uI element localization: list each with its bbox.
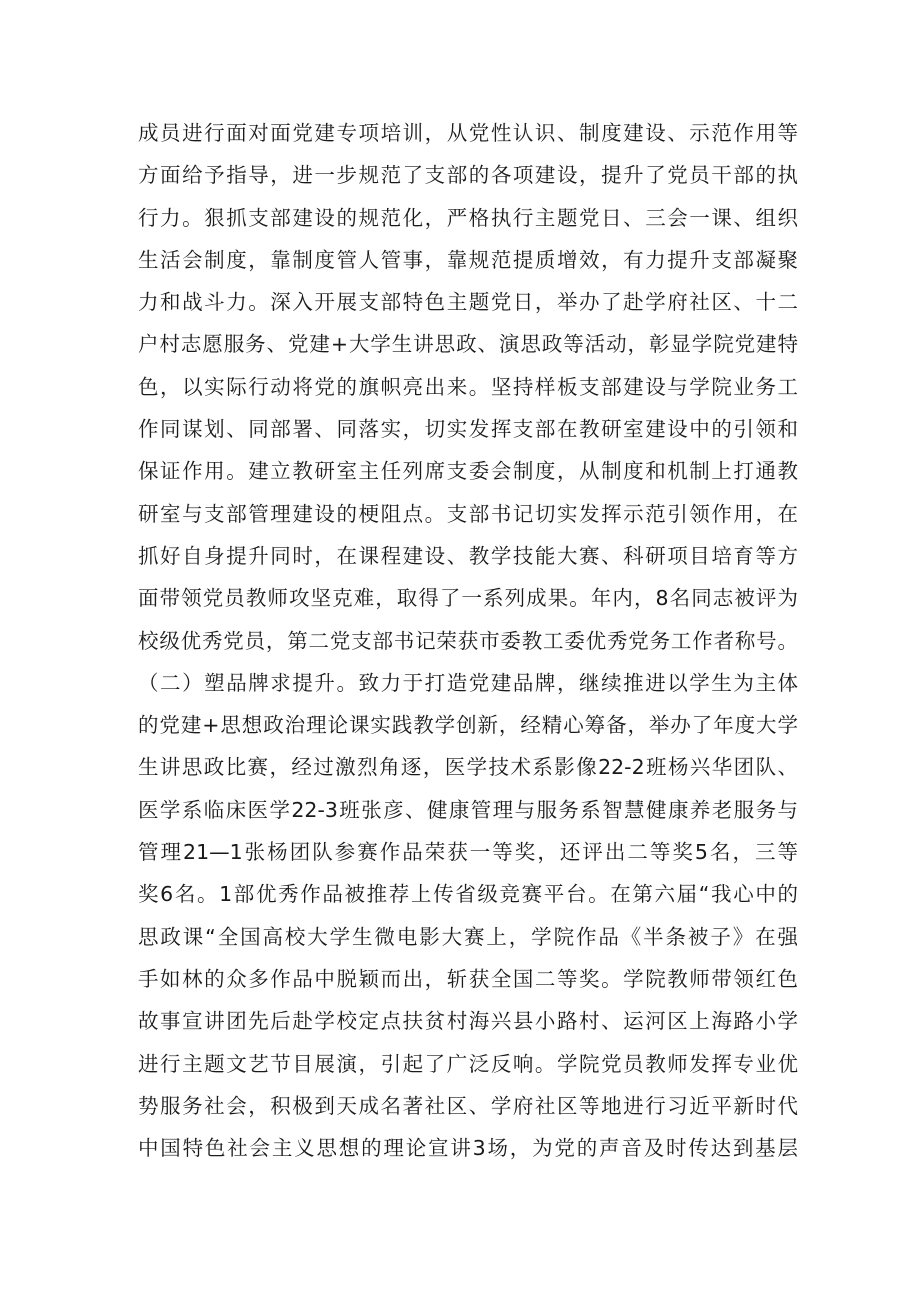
text-line: 中国特色社会主义思想的理论宣讲3场，为党的声音及时传达到基层 <box>138 1136 798 1161</box>
text-line: 思政课“全国高校大学生微电影大赛上，学院作品《半条被子》在强 <box>138 924 798 949</box>
text-line: 户村志愿服务、党建+大学生讲思政、演思政等活动，彰显学院党建特 <box>138 332 798 357</box>
text-line: 校级优秀党员，第二党支部书记荣获市委教工委优秀党务工作者称号。 <box>138 628 798 653</box>
text-line: 生活会制度，靠制度管人管事，靠规范提质增效，有力提升支部凝聚 <box>138 247 798 272</box>
text-line: 的党建+思想政治理论课实践教学创新，经精心筹备，举办了年度大学 <box>138 713 798 738</box>
text-line: 面带领党员教师攻坚克难，取得了一系列成果。年内，8名同志被评为 <box>138 586 798 611</box>
text-line: 进行主题文艺节目展演，引起了广泛反响。学院党员教师发挥专业优 <box>138 1051 798 1076</box>
text-line: 故事宣讲团先后赴学校定点扶贫村海兴县小路村、运河区上海路小学 <box>138 1009 798 1034</box>
text-line: 研室与支部管理建设的梗阻点。支部书记切实发挥示范引领作用，在 <box>138 501 798 526</box>
section-heading-line: （二）塑品牌求提升。致力于打造党建品牌，继续推进以学生为主体 <box>138 670 798 695</box>
text-line: 医学系临床医学22-3班张彦、健康管理与服务系智慧健康养老服务与 <box>138 797 798 822</box>
text-line: 力和战斗力。深入开展支部特色主题党日，举办了赴学府社区、十二 <box>138 290 798 315</box>
text-line: 成员进行面对面党建专项培训，从党性认识、制度建设、示范作用等 <box>138 121 798 145</box>
text-line: 势服务社会，积极到天成名著社区、学府社区等地进行习近平新时代 <box>138 1093 798 1118</box>
text-line: 手如林的众多作品中脱颖而出，斩获全国二等奖。学院教师带领红色 <box>138 966 798 991</box>
text-line: 色，以实际行动将党的旗帜亮出来。坚持样板支部建设与学院业务工 <box>138 374 798 399</box>
text-line: 行力。狠抓支部建设的规范化，严格执行主题党日、三会一课、组织 <box>138 205 798 230</box>
text-line: 抓好自身提升同时，在课程建设、教学技能大赛、科研项目培育等方 <box>138 543 798 568</box>
text-line: 保证作用。建立教研室主任列席支委会制度，从制度和机制上打通教 <box>138 459 798 484</box>
text-line: 作同谋划、同部署、同落实，切实发挥支部在教研室建设中的引领和 <box>138 417 798 442</box>
text-line: 生讲思政比赛，经过激烈角逐，医学技术系影像22-2班杨兴华团队、 <box>138 755 798 780</box>
text-line: 管理21—1张杨团队参赛作品荣获一等奖，还评出二等奖5名，三等 <box>138 840 798 865</box>
text-line: 方面给予指导，进一步规范了支部的各项建设，提升了党员干部的执 <box>138 163 798 188</box>
text-line: 奖6名。1部优秀作品被推荐上传省级竞赛平台。在第六届“我心中的 <box>138 882 798 907</box>
body-text <box>138 112 798 1169</box>
